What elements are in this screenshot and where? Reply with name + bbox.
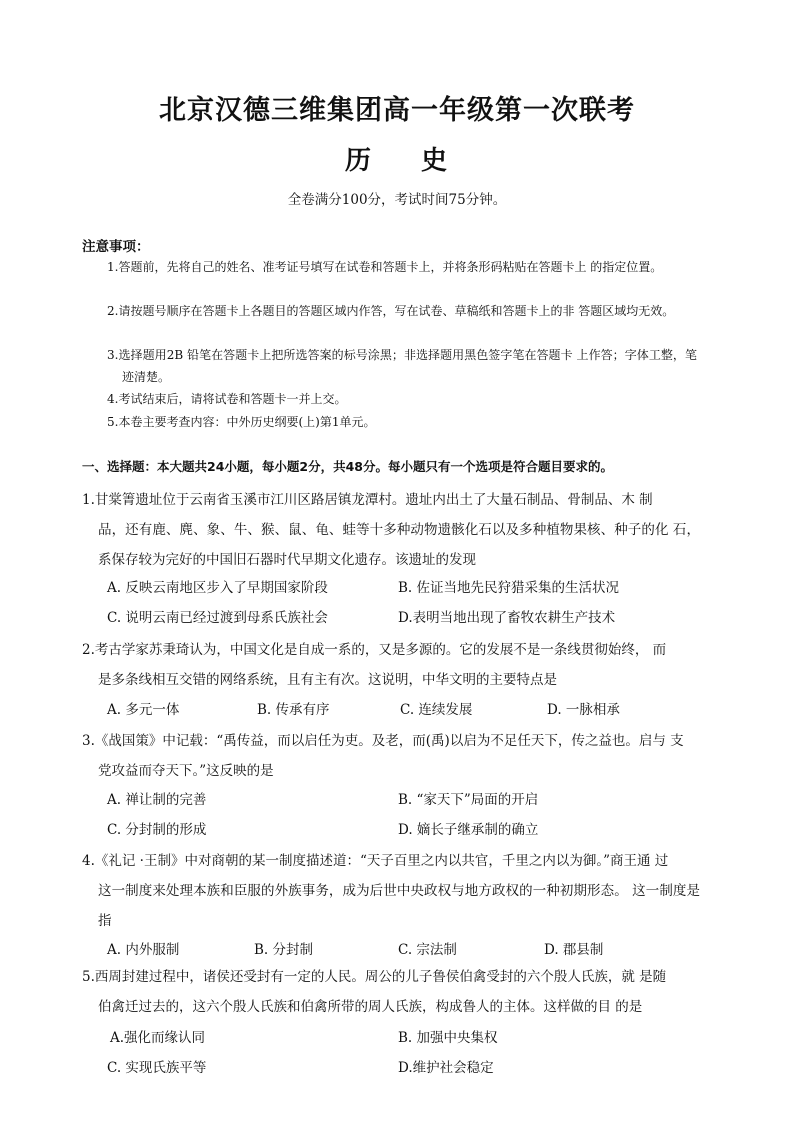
note-item: 4.考试结束后，请将试卷和答题卡一并上交。 [107,392,347,406]
option-c[interactable]: C. 连续发展 [400,702,473,718]
question-stem: 1.甘棠箐遗址位于云南省玉溪市江川区路居镇龙潭村。遗址内出土了大量石制品、骨制品、木 制 [82,492,653,508]
question-4 [82,846,700,936]
question-stem-continued: 是多条线相互交错的网络系统，且有主有次。这说明，中华文明的主要特点是 [98,672,557,688]
option-b[interactable]: B. “家天下”局面的开启 [398,792,539,808]
question-stem-continued: 这一制度来处理本族和臣服的外族事务，成为后世中央政权与地方政权的一种初期形态。 这一制度是指 [98,883,700,929]
exam-info: 全卷满分100分，考试时间75分钟。 [287,192,507,208]
question-2 [82,635,700,695]
option-b[interactable]: B. 加强中央集权 [398,1030,498,1046]
option-c[interactable]: C. 宗法制 [398,942,457,958]
note-item: 1.答题前，先将自己的姓名、准考证号填写在试卷和答题卡上，并将条形码粘贴在答题卡上 的指定位置。 [107,260,663,274]
option-a[interactable]: A. 多元一体 [107,702,180,718]
section-heading: 一、选择题：本大题共24小题，每小题2分，共48分。每小题只有一个选项是符合题目要求的。 [82,459,613,474]
option-d[interactable]: D.维护社会稳定 [398,1060,494,1076]
question-stem-continued: 品，还有鹿、麂、象、牛、猴、鼠、龟、蛙等十多种动物遗骸化石以及多种植物果核、种子的化 石，系保存较为完好的中国旧石器时代早期文化遗存。该遗址的发现 [98,522,700,568]
notes-heading: 注意事项： [82,239,150,255]
subject-char-2: 史 [421,146,450,176]
option-b[interactable]: B. 传承有序 [257,702,330,718]
option-d[interactable]: D. 郡县制 [544,942,604,958]
option-c[interactable]: C. 实现氏族平等 [107,1060,207,1076]
question-stem-continued: 党攻益而夺天下。”这反映的是 [98,763,274,779]
exam-title: 北京汉德三维集团高一年级第一次联考 [159,95,635,126]
question-3 [82,726,700,786]
option-b[interactable]: B. 分封制 [254,942,314,958]
question-1 [82,485,700,575]
option-d[interactable]: D.表明当地出现了畜牧农耕生产技术 [398,610,616,626]
note-item: 5.本卷主要考查内容：中外历史纲要(上)第1单元。 [107,415,376,429]
option-a[interactable]: A. 反映云南地区步入了早期国家阶段 [107,580,328,596]
subject-title [0,140,794,177]
option-a[interactable]: A. 内外服制 [107,942,180,958]
subject-char-1: 历 [344,146,373,176]
question-stem: 4.《礼记 ·王制》中对商朝的某一制度描述道：“天子百里之内以共官，千里之内以为御。”商王通 过 [82,853,669,869]
option-d[interactable]: D. 嫡长子继承制的确立 [398,822,539,838]
note-item: 2.请按题号顺序在答题卡上各题目的答题区域内作答，写在试卷、草稿纸和答题卡上的非 答题区域均无效。 [107,304,675,318]
option-c[interactable]: C. 分封制的形成 [107,822,207,838]
question-stem: 2.考古学家苏秉琦认为，中国文化是自成一系的，又是多源的。它的发展不是一条线贯彻始终， 而 [82,642,667,658]
option-a[interactable]: A.强化而缘认同 [110,1030,206,1046]
option-b[interactable]: B. 佐证当地先民狩猎采集的生活状况 [398,580,620,596]
question-stem: 5.西周封建过程中，诸侯还受封有一定的人民。周公的儿子鲁侯伯禽受封的六个殷人氏族，就 是随 [82,969,667,985]
option-c[interactable]: C. 说明云南已经过渡到母系氏族社会 [107,610,328,626]
question-stem-continued: 伯禽迁过去的，这六个殷人氏族和伯禽所带的周人氏族，构成鲁人的主体。这样做的目 的是 [98,999,643,1015]
question-5 [82,962,700,1022]
question-stem: 3.《战国策》中记载：“禹传益，而以启任为吏。及老，而(禹)以启为不足任天下，传之益也。启与 支 [82,733,684,749]
option-a[interactable]: A. 禅让制的完善 [107,792,207,808]
option-d[interactable]: D. 一脉相承 [547,702,620,718]
note-item: 3.选择题用2B 铅笔在答题卡上把所选答案的标号涂黑；非选择题用黑色签字笔在答题卡 上作答；字体工整，笔迹清楚。 [107,348,697,384]
